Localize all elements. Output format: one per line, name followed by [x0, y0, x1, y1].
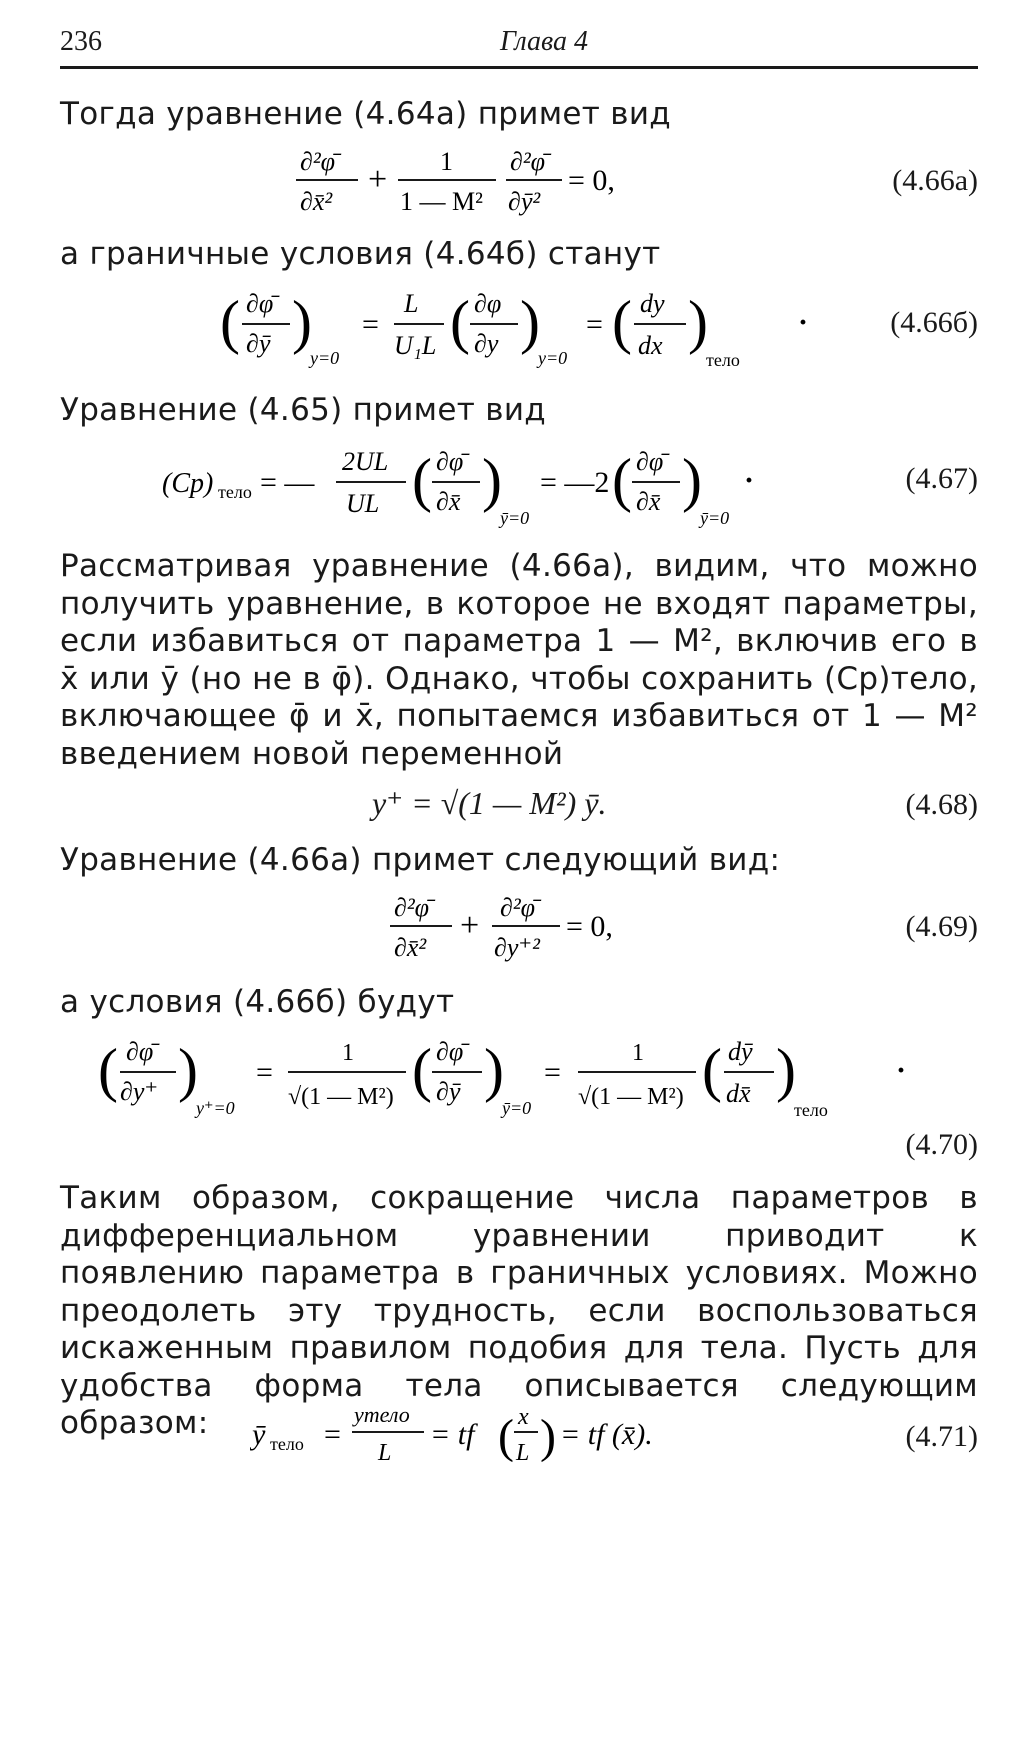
svg-text:∂φ̄: ∂φ̄ — [126, 1037, 154, 1066]
svg-text:тело: тело — [794, 1100, 828, 1120]
svg-text:): ) — [688, 289, 708, 355]
svg-text:(: ( — [412, 447, 432, 513]
svg-text:L: L — [516, 1440, 530, 1466]
equation-label-4-69: (4.69) — [905, 910, 978, 943]
svg-text:): ) — [776, 1037, 796, 1103]
svg-text:2UL: 2UL — [342, 447, 389, 476]
equation-4-70 — [96, 1030, 936, 1130]
svg-text:(: ( — [612, 289, 632, 355]
svg-text:= tf (x̄).: = tf (x̄). — [560, 1418, 653, 1451]
eq66a-num3: ∂²φ̄ — [510, 147, 546, 176]
svg-text:y=0: y=0 — [310, 348, 340, 368]
svg-text:∂²φ̄: ∂²φ̄ — [394, 893, 430, 922]
svg-text:∂ȳ: ∂ȳ — [246, 329, 271, 358]
header-rule — [60, 66, 978, 69]
eq66a-den1: ∂x̄² — [300, 187, 333, 216]
svg-text:(: ( — [220, 289, 240, 355]
svg-text:∂y⁺²: ∂y⁺² — [494, 933, 540, 962]
svg-text:ȳ=0: ȳ=0 — [500, 508, 530, 528]
svg-text:1: 1 — [342, 1040, 354, 1066]
eq66a-equals: = 0, — [568, 164, 615, 197]
svg-text:dx: dx — [638, 331, 663, 360]
svg-text:): ) — [484, 1037, 504, 1103]
svg-text:=: = — [586, 308, 603, 341]
eq66a-den3: ∂ȳ² — [508, 187, 541, 216]
equation-4-66a — [290, 142, 630, 222]
equation-4-71 — [250, 1398, 770, 1478]
svg-text:ȳ=0: ȳ=0 — [700, 508, 730, 528]
equation-4-66b — [218, 282, 818, 382]
eq66a-den2: 1 — M² — [400, 187, 483, 216]
svg-text:∂φ̄: ∂φ̄ — [436, 1037, 464, 1066]
paragraph-1: Тогда уравнение (4.64а) примет вид — [60, 96, 672, 132]
svg-text:U₁L: U₁L — [394, 331, 437, 360]
svg-text:): ) — [482, 447, 502, 513]
svg-text:= tf: = tf — [430, 1418, 475, 1451]
svg-text:∂φ̄: ∂φ̄ — [436, 447, 464, 476]
svg-text:∂φ̄: ∂φ̄ — [246, 289, 274, 318]
svg-text:1: 1 — [632, 1040, 644, 1066]
svg-text:y=0: y=0 — [538, 348, 568, 368]
svg-text:L: L — [404, 289, 419, 318]
svg-text:∂x̄²: ∂x̄² — [394, 933, 427, 962]
svg-text:(: ( — [450, 289, 470, 355]
paragraph-4: Рассматривая уравнение (4.66а), видим, что можно получить уравнение, в которое не входят параметры, если избавиться от параметра 1 — M², включив его в x̄ или ȳ (но не в φ̄). Однако, чтобы сохранить (Cp)тело, включающее φ̄ и x̄, попытаемся избавиться от 1 — M² введением новой переменной — [60, 548, 978, 772]
equation-label-4-70: (4.70) — [905, 1128, 978, 1161]
svg-text:dx̄: dx̄ — [726, 1079, 751, 1108]
svg-text:= 0,: = 0, — [566, 910, 613, 943]
svg-text:∂²φ̄: ∂²φ̄ — [500, 893, 536, 922]
svg-text:(: ( — [612, 447, 632, 513]
svg-text:dȳ: dȳ — [728, 1037, 753, 1066]
svg-text:UL: UL — [346, 489, 380, 518]
eq66a-plus: + — [368, 161, 388, 198]
svg-text:тело: тело — [270, 1434, 304, 1454]
chapter-title: Глава 4 — [500, 26, 588, 57]
svg-text:∂φ: ∂φ — [474, 289, 502, 318]
eq66a-num1: ∂²φ̄ — [300, 147, 336, 176]
page-number: 236 — [60, 26, 102, 57]
svg-text:=: = — [324, 1418, 341, 1451]
svg-text:= —: = — — [260, 466, 315, 499]
svg-text:): ) — [682, 447, 702, 513]
svg-text:(: ( — [498, 1410, 514, 1463]
svg-text:= —2: = —2 — [540, 466, 610, 499]
svg-text:dy: dy — [640, 289, 665, 318]
paragraph-6: а условия (4.66б) будут — [60, 984, 455, 1020]
equation-label-4-71: (4.71) — [905, 1420, 978, 1453]
equation-label-4-68: (4.68) — [905, 788, 978, 821]
svg-text:+: + — [460, 907, 480, 944]
svg-text:∂φ̄: ∂φ̄ — [636, 447, 664, 476]
svg-text:∂x̄: ∂x̄ — [636, 487, 661, 516]
svg-text:L: L — [378, 1440, 392, 1466]
svg-text:ȳ=0: ȳ=0 — [502, 1098, 532, 1118]
svg-text:=: = — [544, 1056, 561, 1089]
paragraph-7: Таким образом, сокращение числа параметров в дифференциальном уравнении приводит к появлению параметра в граничных условиях. Можно преодолеть эту трудность, если воспользоваться искаженным правилом подобия для тела. Пусть для удобства форма тела описывается следующим образом: — [60, 1180, 978, 1441]
equation-label-4-66a: (4.66а) — [892, 164, 978, 197]
svg-text:): ) — [520, 289, 540, 355]
paragraph-3: Уравнение (4.65) примет вид — [60, 392, 546, 428]
equation-4-68: y⁺ = √(1 — M²) ȳ. — [372, 785, 607, 821]
svg-text:√(1 — M²): √(1 — M²) — [288, 1084, 394, 1110]
svg-text:·: · — [744, 464, 755, 497]
svg-text:): ) — [292, 289, 312, 355]
svg-text:(: ( — [702, 1037, 722, 1103]
svg-text:): ) — [178, 1037, 198, 1103]
equation-4-69 — [388, 888, 688, 968]
svg-text:(: ( — [98, 1037, 118, 1103]
svg-text:(: ( — [412, 1037, 432, 1103]
svg-text:√(1 — M²): √(1 — M²) — [578, 1084, 684, 1110]
svg-text:y⁺=0: y⁺=0 — [196, 1098, 235, 1118]
svg-text:(Cp): (Cp) — [162, 468, 214, 499]
svg-text:=: = — [362, 308, 379, 341]
svg-text:тело: тело — [706, 350, 740, 370]
svg-text:∂ȳ: ∂ȳ — [436, 1077, 461, 1106]
paragraph-5: Уравнение (4.66а) примет следующий вид: — [60, 842, 781, 878]
svg-text:∂y⁺: ∂y⁺ — [120, 1077, 159, 1106]
equation-4-67 — [160, 440, 860, 540]
paragraph-2: а граничные условия (4.64б) станут — [60, 236, 661, 272]
equation-label-4-67: (4.67) — [905, 462, 978, 495]
svg-text:·: · — [896, 1054, 907, 1087]
svg-text:тело: тело — [218, 482, 252, 502]
svg-text:∂x̄: ∂x̄ — [436, 487, 461, 516]
svg-text:·: · — [798, 306, 809, 339]
svg-text:=: = — [256, 1056, 273, 1089]
svg-text:yтело: yтело — [354, 1402, 410, 1427]
svg-text:x: x — [518, 1404, 529, 1430]
eq66a-one: 1 — [440, 147, 453, 176]
svg-text:): ) — [540, 1410, 556, 1463]
svg-text:ȳ: ȳ — [252, 1418, 266, 1451]
page-header — [60, 22, 975, 62]
svg-text:∂y: ∂y — [474, 329, 499, 358]
equation-label-4-66b: (4.66б) — [890, 306, 978, 339]
